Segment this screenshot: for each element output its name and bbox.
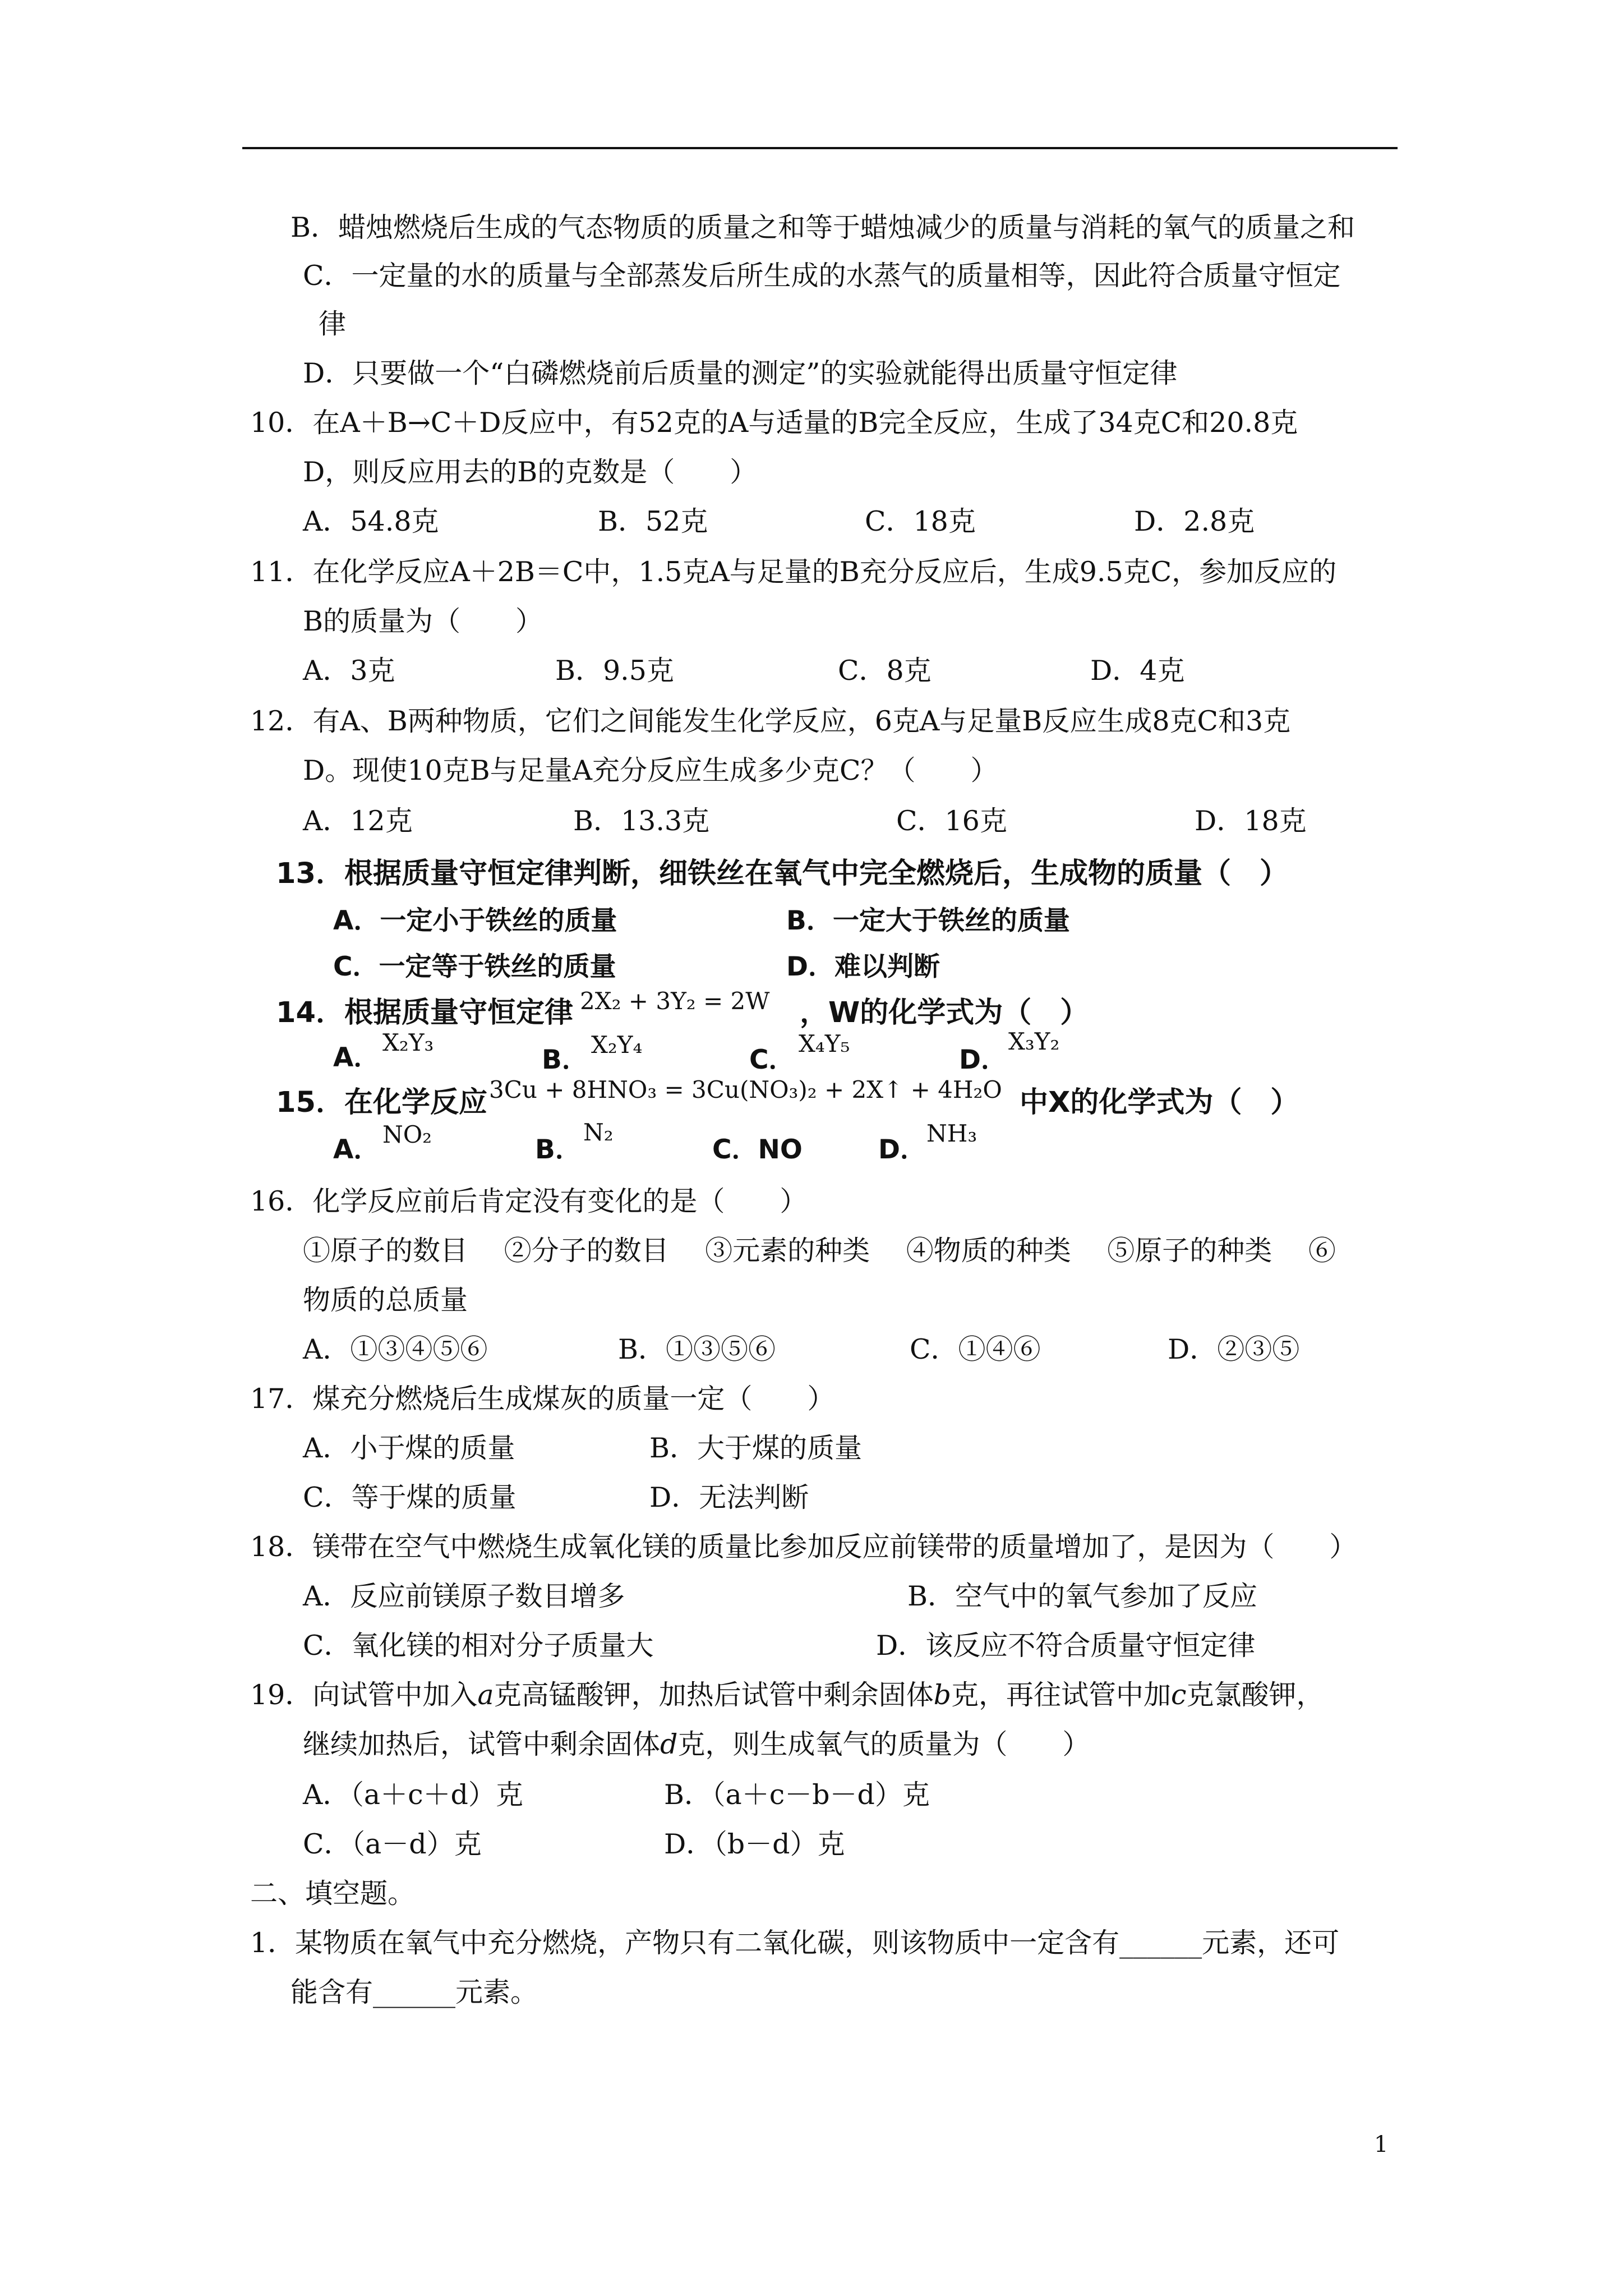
q18-option-b: B．空气中的氧气参加了反应 [907, 1580, 1258, 1612]
q15-equation: 3Cu + 8HNO₃ = 3Cu(NO₃)₂ + 2X↑ + 4H₂O [489, 1076, 1002, 1103]
q11-stem-line2: B的质量为（ ） [303, 605, 543, 637]
q17-option-b: B．大于煤的质量 [649, 1432, 863, 1464]
q10-option-b: B．52克 [598, 505, 708, 537]
q10-stem-line1: 10．在A＋B→C＋D反应中，有52克的A与适量的B完全反应，生成了34克C和20.8克 [250, 407, 1298, 439]
q11-option-a: A．3克 [303, 655, 395, 687]
q19-stem-line2 [303, 1728, 1090, 1761]
q19-option-b: B．（a＋c－b－d）克 [664, 1779, 930, 1811]
q19-text: 克，再往试管中加 [951, 1679, 1171, 1711]
q15-stem-pre: 15．在化学反应 [276, 1086, 487, 1119]
q14-option-c-formula: X₄Y₅ [799, 1030, 850, 1057]
q13-option-a: A．一定小于铁丝的质量 [333, 905, 617, 936]
q10-option-c: C．18克 [865, 505, 976, 537]
q19-var-d: d [660, 1728, 678, 1760]
q18-stem: 18．镁带在空气中燃烧生成氧化镁的质量比参加反应前镁带的质量增加了，是因为（ ） [250, 1531, 1357, 1563]
q18-option-c: C．氧化镁的相对分子质量大 [303, 1630, 654, 1662]
q9-option-c-line2: 律 [319, 308, 347, 340]
q17-option-a: A．小于煤的质量 [303, 1432, 515, 1464]
q19-text: 克氯酸钾， [1186, 1679, 1324, 1711]
q9-option-b: B．蜡烛燃烧后生成的气态物质的质量之和等于蜡烛减少的质量与消耗的氧气的质量之和 [291, 211, 1355, 243]
q11-option-c: C．8克 [838, 655, 932, 687]
q15-option-a-label: A． [333, 1134, 380, 1165]
q16-option-d: D．②③⑤ [1168, 1333, 1300, 1365]
q19-stem-line1 [250, 1678, 1324, 1712]
q16-option-a: A．①③④⑤⑥ [303, 1333, 488, 1365]
q14-stem-pre: 14．根据质量守恒定律 [276, 996, 573, 1029]
q16-stem: 16．化学反应前后肯定没有变化的是（ ） [250, 1185, 808, 1217]
q15-option-a-formula: NO₂ [382, 1121, 432, 1148]
q14-option-a-label: A． [333, 1042, 380, 1073]
q9-option-c-line1: C．一定量的水的质量与全部蒸发后所生成的水蒸气的质量相等，因此符合质量守恒定 [303, 260, 1341, 292]
q19-var-b: b [933, 1679, 951, 1711]
q14-equation: 2X₂ + 3Y₂ = 2W [580, 987, 770, 1015]
q16-option-c: C．①④⑥ [910, 1333, 1041, 1365]
q15-option-d-formula: NH₃ [926, 1120, 978, 1147]
q18-option-d: D．该反应不符合质量守恒定律 [876, 1630, 1256, 1662]
q19-text: 继续加热后，试管中剩余固体 [303, 1728, 661, 1760]
q12-stem-line2: D。现使10克B与足量A充分反应生成多少克C？（ ） [303, 754, 998, 786]
fill1-line1: 1．某物质在氧气中充分燃烧，产物只有二氧化碳，则该物质中一定含有______元素，还可 [250, 1927, 1340, 1959]
q15-stem-post: 中X的化学式为（ ） [1020, 1086, 1299, 1119]
q14-option-b-label: B． [542, 1045, 588, 1075]
q12-option-c: C．16克 [896, 805, 1007, 837]
q19-option-d: D．（b－d）克 [664, 1828, 845, 1860]
q14-option-b-formula: X₂Y₄ [591, 1031, 643, 1059]
q10-stem-line2: D，则反应用去的B的克数是（ ） [303, 456, 758, 488]
q11-stem-line1: 11．在化学反应A＋2B＝C中，1.5克A与足量的B充分反应后，生成9.5克C，参加反应的 [250, 556, 1337, 588]
q19-text: 19．向试管中加入 [250, 1679, 478, 1711]
q15-option-b-formula: N₂ [583, 1119, 614, 1146]
fill1-line2: 能含有______元素。 [291, 1976, 538, 2008]
q10-option-a: A．54.8克 [303, 505, 439, 537]
q11-option-b: B．9.5克 [555, 655, 674, 687]
section-heading: 二、填空题。 [250, 1878, 416, 1910]
q10-option-d: D．2.8克 [1134, 505, 1255, 537]
q19-var-c: c [1170, 1679, 1187, 1711]
q11-option-d: D．4克 [1090, 655, 1185, 687]
q16-items-line1: ①原子的数目 ②分子的数目 ③元素的种类 ④物质的种类 ⑤原子的种类 ⑥ [303, 1235, 1336, 1267]
page-number: 1 [1374, 2132, 1389, 2157]
q17-option-d: D．无法判断 [649, 1481, 809, 1513]
q15-option-c: C．NO [712, 1134, 803, 1165]
q14-option-d-label: D． [959, 1045, 1008, 1075]
q16-option-b: B．①③⑤⑥ [618, 1333, 776, 1365]
q12-option-b: B．13.3克 [573, 805, 710, 837]
q13-option-c: C．一定等于铁丝的质量 [333, 951, 616, 982]
q15-option-d-label: D． [878, 1134, 927, 1165]
q16-items-line2: 物质的总质量 [303, 1284, 468, 1316]
q13-option-d: D．难以判断 [786, 951, 940, 982]
q18-option-a: A．反应前镁原子数目增多 [303, 1580, 625, 1612]
q19-var-a: a [477, 1679, 494, 1711]
q12-option-a: A．12克 [303, 805, 413, 837]
q14-option-c-label: C． [749, 1045, 795, 1075]
q19-option-a: A．（a＋c＋d）克 [303, 1779, 523, 1811]
q9-option-d: D．只要做一个“白磷燃烧前后质量的测定”的实验就能得出质量守恒定律 [303, 357, 1178, 389]
q14-option-d-formula: X₃Y₂ [1008, 1028, 1060, 1055]
q12-option-d: D．18克 [1195, 805, 1307, 837]
q13-stem: 13．根据质量守恒定律判断，细铁丝在氧气中完全燃烧后，生成物的质量（ ） [276, 857, 1288, 890]
q19-text: 克高锰酸钾，加热后试管中剩余固体 [494, 1679, 934, 1711]
q17-option-c: C．等于煤的质量 [303, 1481, 517, 1513]
q12-stem-line1: 12．有A、B两种物质，它们之间能发生化学反应，6克A与足量B反应生成8克C和3克 [250, 705, 1291, 737]
q19-option-c: C．（a－d）克 [303, 1828, 482, 1860]
q13-option-b: B．一定大于铁丝的质量 [786, 905, 1070, 936]
q14-option-a-formula: X₂Y₃ [382, 1029, 434, 1056]
q14-stem-post: ，W的化学式为（ ） [800, 996, 1089, 1029]
q19-text: 克，则生成氧气的质量为（ ） [677, 1728, 1090, 1760]
q15-option-b-label: B． [535, 1134, 582, 1165]
header-rule [242, 147, 1398, 149]
q17-stem: 17．煤充分燃烧后生成煤灰的质量一定（ ） [250, 1383, 835, 1415]
